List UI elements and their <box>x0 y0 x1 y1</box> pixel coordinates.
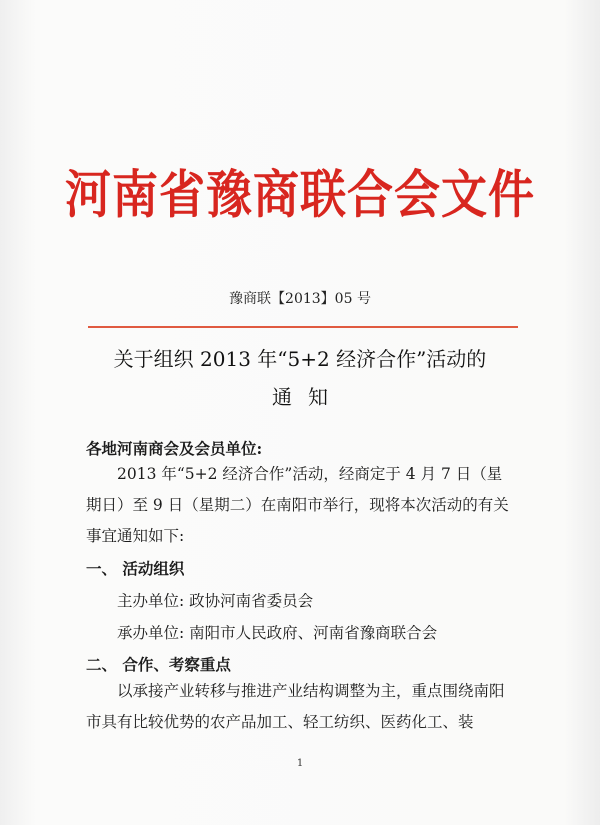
section2-paragraph: 以承接产业转移与推进产业结构调整为主，重点围绕南阳市具有比较优势的农产品加工、轻工纺织、医药化工、装 <box>86 682 505 731</box>
notice-title-line2: 通知 <box>272 385 344 409</box>
salutation: 各地河南商会及会员单位: <box>86 439 263 458</box>
document-number: 豫商联【2013】05 号 <box>229 291 371 307</box>
section1-organizer: 主办单位: 政协河南省委员会 <box>117 592 314 610</box>
document-header-title: 河南省豫商联合会文件 <box>65 164 535 225</box>
notice-title-line1: 关于组织 2013 年“5+2 经济合作”活动的 <box>113 347 487 371</box>
red-divider-line <box>88 326 518 328</box>
section1-heading: 一、 活动组织 <box>86 559 185 578</box>
page-number: 1 <box>296 758 304 769</box>
section1-host: 承办单位: 南阳市人民政府、河南省豫商联合会 <box>117 624 438 642</box>
intro-paragraph: 2013 年“5+2 经济合作”活动，经商定于 4 月 7 日（星期日）至 9 日（星期二）在南阳市举行，现将本次活动的有关事宜通知如下: <box>86 465 509 545</box>
section2-heading: 二、 合作、考察重点 <box>86 655 231 674</box>
